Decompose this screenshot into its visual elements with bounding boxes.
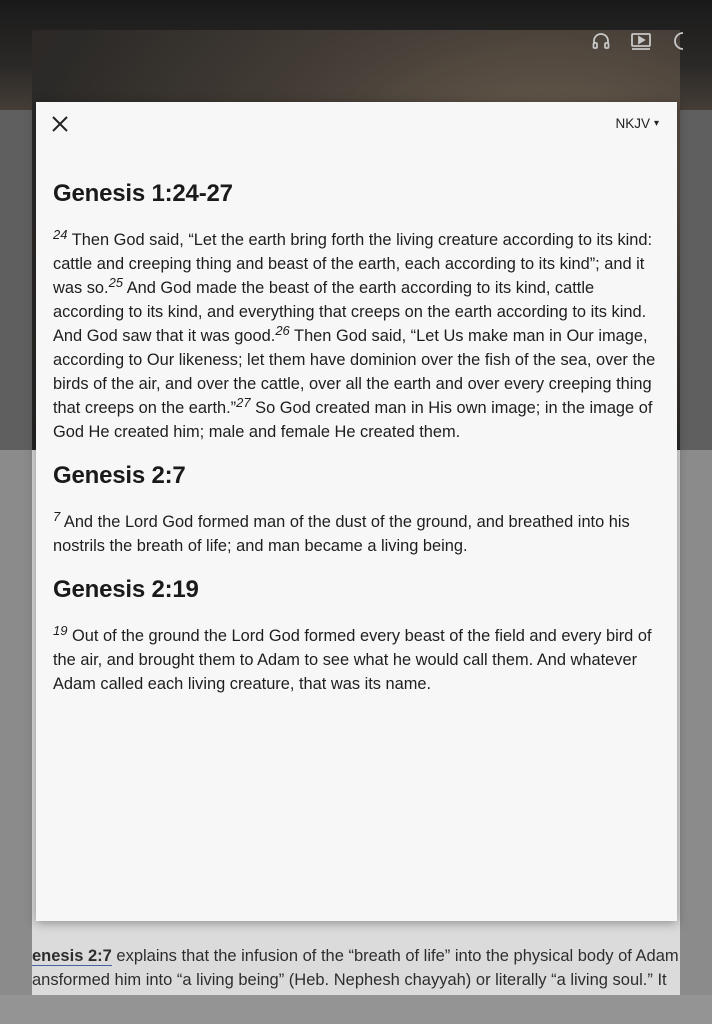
verse-number: 27 — [236, 395, 251, 410]
close-icon — [50, 114, 70, 134]
scripture-reference-link[interactable]: enesis 2:7 — [32, 947, 112, 965]
verse-text: Out of the ground the Lord God formed every beast of the field and every bird of the air, and brought them to Adam to see what he would call them. And whatever Adam called each living creature, that was its name. — [53, 627, 652, 693]
verse-number: 19 — [53, 623, 68, 638]
passage-title: Genesis 1:24-27 — [53, 180, 233, 207]
verse-text: And God made the beast of the earth according to its kind, cattle according to its kind, and everything that creeps on the earth according to its kind. And God saw that it was good. — [53, 279, 647, 345]
verse-text: Then God said, “Let Us make man in Our image, according to Our likeness; let them have dominion over the fish of the sea, over the birds of the air, and over the cattle, over all the earth and over every creeping thing that creeps on the earth.” — [53, 327, 656, 417]
passage-title: Genesis 2:19 — [53, 576, 199, 603]
version-label: NKJV — [615, 116, 650, 131]
article-line: ansformed him into “a living being” (Heb. Nephesh chayyah) or literally “a living soul.” It — [32, 971, 667, 989]
chevron-down-icon: ▾ — [653, 118, 659, 129]
scripture-modal — [36, 102, 677, 921]
verse-number: 7 — [53, 509, 61, 524]
passage-text — [53, 510, 659, 558]
passage-text — [53, 624, 659, 696]
verse-text: Then God said, “Let the earth bring forth the living creature according to its kind: cattle and creeping thing and beast of the earth, each according to its kind”; and it was so. — [53, 231, 653, 297]
verse-number: 26 — [275, 323, 290, 338]
version-selector[interactable] — [615, 116, 659, 131]
verse-number: 24 — [53, 227, 68, 242]
passage-text — [53, 228, 659, 444]
passage-title: Genesis 2:7 — [53, 462, 186, 489]
verse-number: 25 — [108, 275, 124, 290]
verse-text: And the Lord God formed man of the dust of the ground, and breathed into his nostrils the breath of life; and man became a living being. — [53, 513, 630, 555]
article-line-text: explains that the infusion of the “breath of life” into the physical body of Adam — [111, 947, 679, 965]
close-button[interactable] — [50, 114, 70, 134]
passage-list — [53, 180, 659, 714]
verse-text: So God created man in His own image; in the image of God He created him; male and female He created them. — [53, 399, 653, 441]
